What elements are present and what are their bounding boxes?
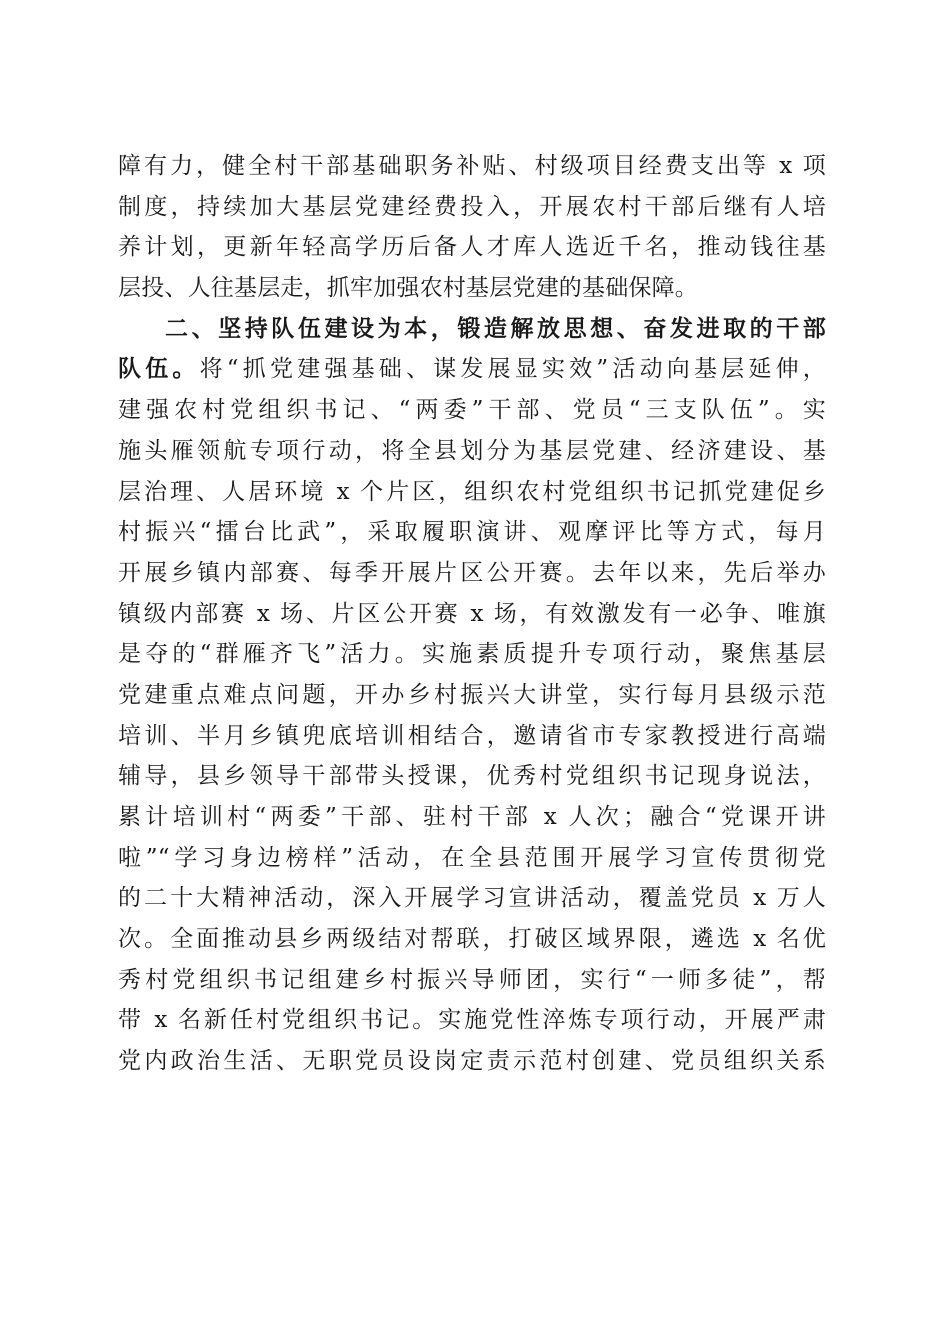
- text-line: 带 x 名新任村党组织书记。实施党性淬炼专项行动，开展严肃: [118, 1007, 826, 1034]
- document-body: [118, 146, 826, 1082]
- text-line: 的二十大精神活动，深入开展学习宣讲活动，覆盖党员 x 万人: [118, 885, 826, 912]
- text-line: 施头雁领航专项行动，将全县划分为基层党建、经济建设、基: [118, 437, 826, 464]
- text-line: 党建重点难点问题，开办乡村振兴大讲堂，实行每月县级示范: [118, 681, 826, 708]
- text-line: 培训、半月乡镇兜底培训相结合，邀请省市专家教授进行高端: [118, 722, 826, 749]
- text-line: [118, 349, 826, 390]
- text-line: 障有力，健全村干部基础职务补贴、村级项目经费支出等 x 项: [118, 153, 826, 179]
- text-line: 镇级内部赛 x 场、片区公开赛 x 场，有效激发有一必争、唯旗: [118, 600, 826, 627]
- text-span: 将“抓党建强基础、谋发展显实效”活动向基层延伸，: [199, 356, 826, 383]
- section-heading-end: 队伍。: [118, 356, 200, 383]
- text-line: 村振兴“擂台比武”，采取履职演讲、观摩评比等方式，每月: [118, 519, 826, 546]
- text-line: 建强农村党组织书记、“两委”干部、党员“三支队伍”。实: [118, 397, 826, 424]
- text-line: 党内政治生活、无职党员设岗定责示范村创建、党员组织关系: [118, 1048, 826, 1075]
- text-line: 层投、人往基层走，抓牢加强农村基层党建的基础保障。: [118, 275, 698, 302]
- text-line: 次。全面推动县乡两级结对帮联，打破区域界限，遴选 x 名优: [118, 926, 826, 953]
- text-line: 制度，持续加大基层党建经费投入，开展农村干部后继有人培: [118, 193, 826, 220]
- paragraph-1: [118, 146, 826, 309]
- text-line: 层治理、人居环境 x 个片区，组织农村党组织书记抓党建促乡: [118, 478, 826, 505]
- text-line: 啦”“学习身边榜样”活动，在全县范围开展学习宣传贯彻党: [118, 844, 826, 871]
- paragraph-2: [118, 309, 826, 1082]
- text-line: 是夺的“群雁齐飞”活力。实施素质提升专项行动，聚焦基层: [118, 641, 826, 668]
- text-line: 辅导，县乡领导干部带头授课，优秀村党组织书记现身说法，: [118, 763, 826, 790]
- text-line: 累计培训村“两委”干部、驻村干部 x 人次；融合“党课开讲: [118, 804, 826, 830]
- text-line: 秀村党组织书记组建乡村振兴导师团，实行“一师多徒”，帮: [118, 966, 826, 993]
- text-line: 开展乡镇内部赛、每季开展片区公开赛。去年以来，先后举办: [118, 559, 826, 586]
- text-line: 养计划，更新年轻高学历后备人才库人选近千名，推动钱往基: [118, 234, 826, 261]
- section-heading: 二、坚持队伍建设为本，锻造解放思想、奋发进取的干部: [165, 315, 826, 342]
